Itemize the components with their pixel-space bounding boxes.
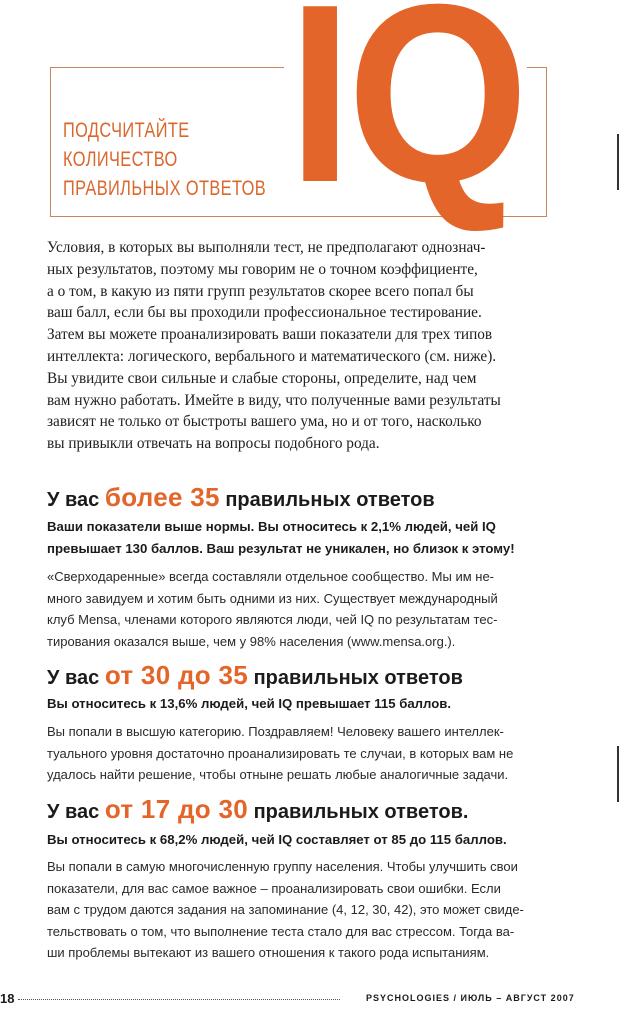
intro-line: ных результатов, поэтому мы говорим не о точном коэффициенте,	[47, 260, 478, 278]
result-heading-range: от 17 до 30	[104, 794, 249, 824]
description-line: вам с трудом даются задания на запоминание (4, 12, 30, 42), это может свиде-	[47, 902, 524, 918]
section-heading	[63, 116, 266, 203]
footer-divider	[18, 999, 340, 1000]
summary-line: Вы относитесь к 13,6% людей, чей IQ превышает 115 баллов.	[47, 696, 452, 711]
intro-line: Условия, в которых вы выполняли тест, не предполагают однознач-	[47, 239, 486, 256]
description-line: показатели, для вас самое важное – проанализировать свои ошибки. Если	[47, 880, 501, 896]
result-heading-range: более 35	[104, 482, 220, 512]
result-heading-suffix: правильных ответов	[219, 489, 435, 511]
description-line: Вы попали в высшую категорию. Поздравляем! Человеку вашего интеллек-	[47, 724, 504, 739]
result-heading-30-35	[47, 660, 463, 691]
result-summary-30-35	[47, 693, 577, 715]
page-edge-mark	[617, 134, 619, 190]
intro-line: вы привыкли отвечать на вопросы подобного рода.	[47, 435, 380, 453]
intro-line: интеллекта: логического, вербального и математического (см. ниже).	[47, 347, 497, 365]
result-description-30-35	[47, 721, 577, 786]
summary-line: превышает 130 баллов. Ваш результат не уникален, но близок к этому!	[47, 541, 515, 556]
intro-line: ваш балл, если бы вы проходили профессиональное тестирование.	[47, 304, 482, 322]
description-line: много завидуем и хотим быть одними из них. Существует международный	[47, 590, 498, 606]
description-line: «Сверходаренные» всегда составляли отдельное сообщество. Мы им не-	[47, 569, 495, 584]
result-heading-suffix: правильных ответов.	[248, 801, 469, 823]
description-line: ши проблемы вытекают из вашего отношения к такого рода испытаниям.	[47, 945, 490, 961]
description-line: удалось найти решение, чтобы отныне решать любые аналогичные задачи.	[47, 767, 509, 783]
page-number: 18	[0, 991, 15, 1006]
result-heading-17-30	[47, 794, 468, 825]
result-heading-over-35	[47, 482, 435, 513]
intro-line: Затем вы можете проанализировать ваши показатели для трех типов	[47, 326, 493, 344]
result-heading-prefix: У вас	[47, 801, 105, 823]
magazine-issue: PSYCHOLOGIES / ИЮЛЬ – АВГУСТ 2007	[366, 993, 575, 1003]
result-heading-prefix: У вас	[47, 489, 105, 511]
description-line: тирования оказался выше, чем у 98% населения (www.mensa.org.).	[47, 633, 456, 649]
iq-logo: IQ	[284, 0, 527, 200]
result-description-over-35	[47, 566, 577, 652]
result-heading-suffix: правильных ответов	[248, 667, 463, 689]
heading-line: ПРАВИЛЬНЫХ ОТВЕТОВ	[63, 177, 267, 200]
heading-line: КОЛИЧЕСТВО	[63, 148, 178, 171]
result-summary-17-30	[47, 829, 577, 851]
description-line: клуб Mensa, членами которого являются люди, чей IQ по результатам тес-	[47, 612, 498, 628]
result-summary-over-35	[47, 516, 577, 560]
heading-line: ПОДСЧИТАЙТЕ	[63, 119, 190, 142]
result-heading-prefix: У вас	[47, 667, 105, 689]
description-line: туального уровня достаточно проанализировать те случаи, в которых вам не	[47, 745, 514, 761]
result-description-17-30	[47, 856, 577, 964]
summary-line: Ваши показатели выше нормы. Вы относитесь к 2,1% людей, чей IQ	[47, 519, 496, 534]
summary-line: Вы относитесь к 68,2% людей, чей IQ составляет от 85 до 115 баллов.	[47, 832, 507, 847]
intro-paragraph	[47, 237, 567, 455]
result-heading-range: от 30 до 35	[104, 660, 249, 690]
intro-line: зависят не только от быстроты вашего ума, но и от того, насколько	[47, 413, 482, 431]
intro-line: вам нужно работать. Имейте в виду, что полученные вами результаты	[47, 391, 501, 409]
description-line: тельствовать о том, что выполнение теста стало для вас стрессом. Тогда ва-	[47, 923, 515, 939]
description-line: Вы попали в самую многочисленную группу населения. Чтобы улучшить свои	[47, 859, 518, 874]
page-edge-mark	[617, 746, 619, 802]
intro-line: Вы увидите свои сильные и слабые стороны, определите, над чем	[47, 369, 477, 387]
intro-line: а о том, в какую из пяти групп результатов скорее всего попал бы	[47, 282, 474, 300]
